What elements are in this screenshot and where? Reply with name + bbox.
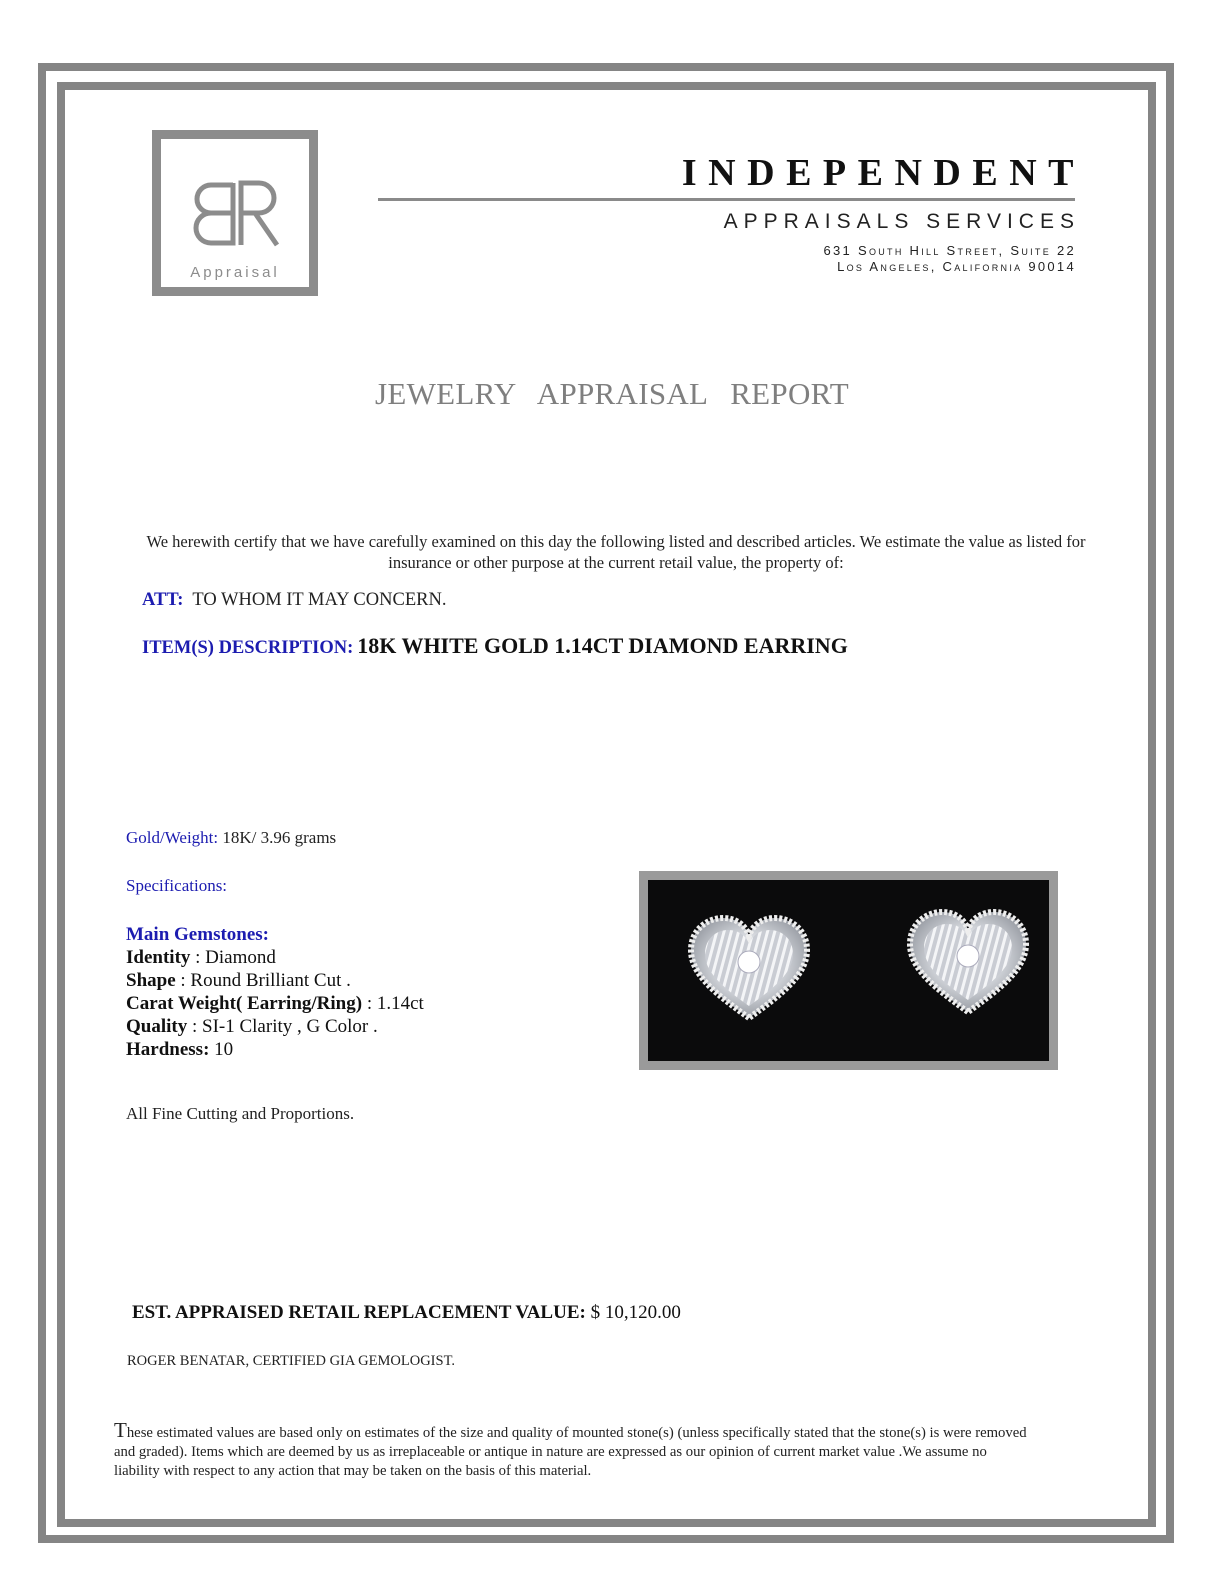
main-gemstones-label: Main Gemstones: (126, 924, 270, 945)
br-monogram-icon (193, 173, 283, 253)
earring-photo (639, 871, 1058, 1070)
report-title: JEWELRY APPRAISAL REPORT (375, 376, 849, 411)
carat-value: : 1.14ct (366, 993, 424, 1014)
cutting-note: All Fine Cutting and Proportions. (126, 1104, 355, 1123)
left-earring (691, 918, 807, 1018)
disclaimer-text: hese estimated values are based only on estimates of the size and quality of mounted stone(s) (unless specifically stated that the stone(s) is were removed and graded). Items which are deemed by us as irreplaceable or antique in nature are expressed as our opinion of current market value .We assume no liability with respect to any action that may be taken on the basis of this material. (114, 1425, 1027, 1479)
att-label: ATT: (142, 590, 184, 610)
identity-row (126, 946, 424, 969)
att-value: TO WHOM IT MAY CONCERN. (192, 590, 447, 610)
att-line (142, 590, 446, 611)
identity-label: Identity (126, 947, 191, 968)
appraised-value-label: EST. APPRAISED RETAIL REPLACEMENT VALUE: (132, 1302, 586, 1323)
disclaimer-first-letter: T (114, 1418, 127, 1442)
company-name: INDEPENDENT (681, 152, 1085, 194)
gold-weight-value: 18K/ 3.96 grams (222, 828, 337, 847)
company-subtitle: APPRAISALS SERVICES (723, 210, 1080, 233)
shape-value: : Round Brilliant Cut . (180, 970, 351, 991)
carat-label: Carat Weight( Earring/Ring) (126, 993, 363, 1014)
appraiser-name: ROGER BENATAR, CERTIFIED GIA GEMOLOGIST. (127, 1353, 455, 1369)
items-value: 18K WHITE GOLD 1.14CT DIAMOND EARRING (357, 633, 848, 658)
disclaimer (114, 1418, 1034, 1481)
company-logo (152, 130, 318, 296)
carat-row (126, 992, 424, 1015)
items-description (142, 633, 848, 659)
specifications-label: Specifications: (126, 876, 228, 895)
appraised-value-amount: $ 10,120.00 (590, 1302, 681, 1323)
quality-label: Quality (126, 1016, 188, 1037)
heart-diamond-earrings-icon (648, 880, 1049, 1061)
quality-value: : SI-1 Clarity , G Color . (191, 1016, 378, 1037)
shape-label: Shape (126, 970, 176, 991)
address-line-1: 631 South Hill Street, Suite 22 (823, 243, 1076, 258)
items-label: ITEM(S) DESCRIPTION: (142, 638, 354, 658)
gold-weight-label: Gold/Weight: (126, 828, 219, 847)
hardness-label: Hardness: (126, 1039, 210, 1060)
shape-row (126, 969, 424, 992)
right-earring (910, 912, 1026, 1012)
header-rule (378, 198, 1075, 201)
certification-text: We herewith certify that we have carefully examined on this day the following listed and described articles. We estimate the value as listed for insurance or other purpose at the current retail value, the property of: (146, 532, 1086, 572)
gold-weight (126, 828, 336, 848)
address-line-2: Los Angeles, California 90014 (837, 259, 1076, 274)
hardness-row (126, 1038, 424, 1061)
gemstone-details (126, 923, 424, 1061)
quality-row (126, 1015, 424, 1038)
logo-wordmark: Appraisal (190, 264, 280, 281)
hardness-value: 10 (214, 1039, 234, 1060)
appraised-value (132, 1302, 681, 1324)
identity-value: : Diamond (195, 947, 276, 968)
